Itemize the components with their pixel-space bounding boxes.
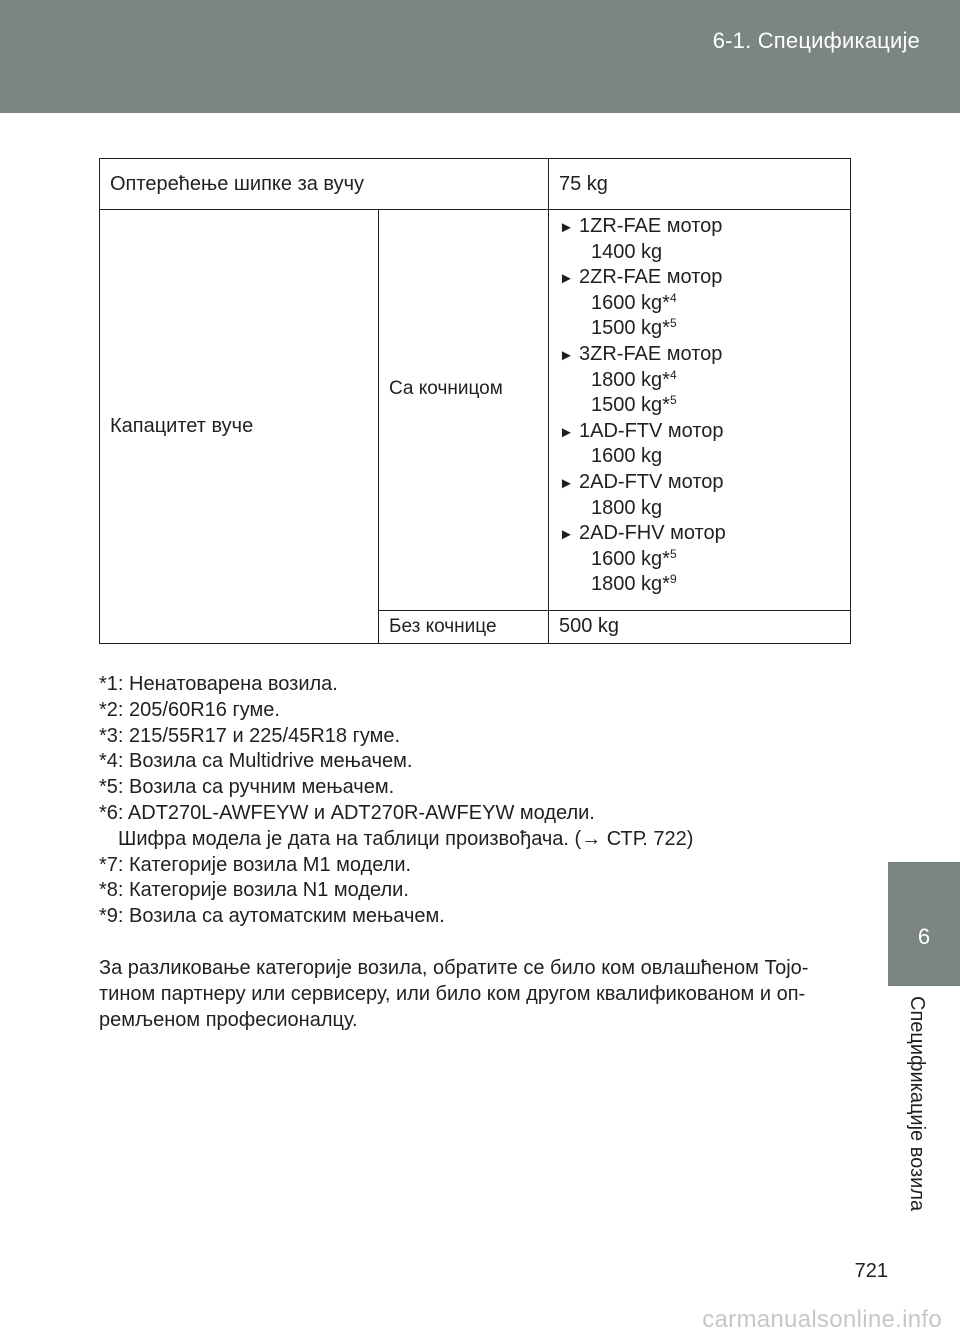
engine-item — [559, 419, 840, 445]
footnote-item: *2: 205/60R16 гуме. — [99, 698, 280, 721]
towbar-load-label: Оптерећење шипке за вучу — [100, 159, 549, 210]
engine-capacity-value — [559, 547, 840, 573]
capacity-text: 1800 kg — [591, 496, 663, 519]
capacity-text: 1600 kg — [591, 445, 663, 468]
with-brake-label: Са кочницом — [379, 210, 549, 611]
engine-name: 3ZR-FAE мотор — [579, 342, 723, 365]
footnotes — [99, 672, 859, 930]
capacity-text: 1500 kg* — [591, 394, 670, 417]
footnote-ref: 4 — [669, 290, 677, 305]
capacity-text: 1600 kg* — [591, 291, 670, 314]
triangle-bullet-icon: ► — [559, 219, 574, 236]
header-band — [0, 0, 960, 113]
engine-capacity-value — [559, 444, 840, 470]
footnote-item: *8: Категорије возила N1 модели. — [99, 879, 409, 902]
chapter-tab[interactable] — [888, 862, 960, 986]
engine-capacity-value — [559, 496, 840, 522]
engine-name: 1ZR-FAE мотор — [579, 215, 723, 237]
footnote-item: *7: Категорије возила M1 модели. — [99, 853, 412, 876]
engine-item — [559, 265, 840, 291]
chapter-number: 6 — [917, 924, 931, 949]
footnote-item: *5: Возила са ручним мењачем. — [99, 776, 395, 799]
paragraph-line: ремљеном професионалцу. — [99, 1009, 358, 1031]
engine-capacity-value — [559, 393, 840, 419]
engine-name: 2ZR-FAE мотор — [579, 266, 723, 289]
triangle-bullet-icon: ► — [559, 270, 574, 288]
triangle-bullet-icon: ► — [559, 346, 574, 364]
engine-item — [559, 521, 840, 547]
capacity-text: 1800 kg* — [591, 573, 670, 596]
engine-capacity-value — [559, 368, 840, 394]
footnote-ref: 5 — [669, 393, 677, 408]
engine-name: 2AD-FTV мотор — [579, 470, 724, 493]
footnote-item: *4: Возила са Multidrive мењачем. — [99, 750, 413, 773]
engine-item — [559, 470, 840, 496]
capacity-text: 1600 kg* — [591, 547, 670, 570]
footnote-item: *1: Ненатоварена возила. — [99, 673, 338, 695]
section-title: 6-1. Спецификације — [712, 28, 920, 53]
footnote-ref: 5 — [669, 546, 677, 561]
without-brake-value: 500 kg — [549, 610, 851, 643]
page-number: 721 — [854, 1260, 888, 1282]
capacity-text: 1800 kg* — [591, 368, 670, 391]
footnote-item: *3: 215/55R17 и 225/45R18 гуме. — [99, 724, 401, 747]
capacity-text: 1400 kg — [591, 240, 663, 263]
footnote-continuation: Шифра модела је дата на таблици произвођача. (→ СТР. 722) — [118, 827, 694, 850]
engine-list — [549, 210, 851, 611]
engine-item — [559, 342, 840, 368]
table-row — [100, 210, 851, 611]
paragraph-line: За разликовање категорије возила, обратите се било ком овлашћеном Тојо- — [99, 957, 809, 979]
footnote-ref: 5 — [669, 316, 677, 331]
engine-name: 2AD-FHV мотор — [579, 522, 726, 545]
footnote-item: *6: ADT270L-AWFEYW и ADT270R-AWFEYW модели. — [99, 801, 595, 824]
without-brake-label: Без кочнице — [379, 610, 549, 643]
footnote-ref: 9 — [669, 572, 677, 587]
towing-capacity-label: Капацитет вуче — [100, 210, 379, 644]
spec-table — [99, 158, 851, 644]
watermark: carmanualsonline.info — [702, 1306, 942, 1333]
chapter-label: Спецификације возила — [906, 996, 928, 1212]
engine-capacity-value — [559, 240, 840, 266]
towbar-load-value: 75 kg — [549, 159, 851, 210]
footnote-ref: 4 — [669, 367, 677, 382]
info-paragraph — [99, 955, 854, 1033]
paragraph-line: тином партнеру или сервисеру, или било ком другом квалификованом и оп- — [99, 983, 806, 1005]
footnote-item: *9: Возила са аутоматским мењачем. — [99, 905, 445, 928]
capacity-text: 1500 kg* — [591, 317, 670, 340]
engine-capacity-value — [559, 572, 840, 598]
engine-capacity-value — [559, 291, 840, 317]
triangle-bullet-icon: ► — [559, 526, 574, 544]
engine-name: 1AD-FTV мотор — [579, 419, 724, 442]
engine-item — [559, 214, 840, 240]
engine-capacity-value — [559, 316, 840, 342]
triangle-bullet-icon: ► — [559, 423, 574, 441]
table-row — [100, 159, 851, 210]
triangle-bullet-icon: ► — [559, 474, 574, 492]
